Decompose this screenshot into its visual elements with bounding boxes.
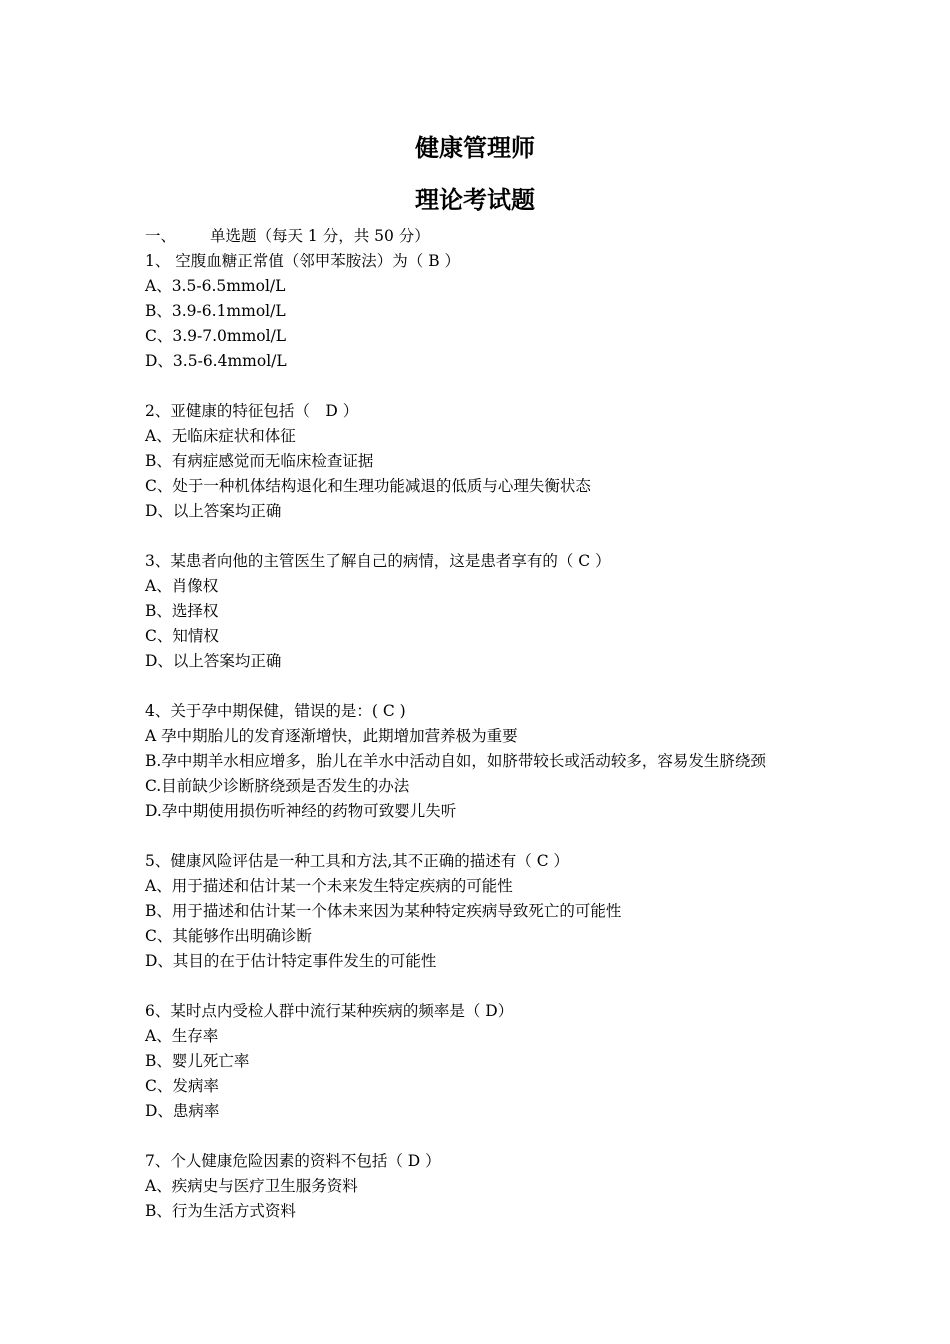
question-stem: 7、个人健康危险因素的资料不包括（ D ） <box>145 1152 441 1170</box>
answer-option: C、3.9-7.0mmol/L <box>145 327 287 345</box>
question-stem: 3、某患者向他的主管医生了解自己的病情，这是患者享有的（ C ） <box>145 552 611 570</box>
answer-option: A、用于描述和估计某一个未来发生特定疾病的可能性 <box>145 877 513 895</box>
question-6 <box>145 999 935 1124</box>
answer-option: C.目前缺少诊断脐绕颈是否发生的办法 <box>145 777 410 795</box>
document-title: 健康管理师 <box>415 133 535 162</box>
question-4 <box>145 699 935 824</box>
question-spacer <box>145 374 935 399</box>
answer-option: D、其目的在于估计特定事件发生的可能性 <box>145 952 437 970</box>
answer-option: A、无临床症状和体征 <box>145 427 296 445</box>
answer-option: D.孕中期使用损伤听神经的药物可致婴儿失听 <box>145 802 457 820</box>
question-5 <box>145 849 935 974</box>
answer-option: C、知情权 <box>145 627 219 645</box>
document-body <box>145 224 935 1224</box>
section-number: 一、 <box>145 227 177 245</box>
question-stem: 2、亚健康的特征包括（ D ） <box>145 402 359 420</box>
question-7 <box>145 1149 935 1224</box>
answer-option: C、发病率 <box>145 1077 219 1095</box>
answer-option: D、患病率 <box>145 1102 220 1120</box>
question-spacer <box>145 824 935 849</box>
question-1 <box>145 249 935 374</box>
section-heading <box>145 224 935 249</box>
question-stem: 6、某时点内受检人群中流行某种疾病的频率是（ D） <box>145 1002 514 1020</box>
answer-option: B、行为生活方式资料 <box>145 1202 296 1220</box>
answer-option: A、生存率 <box>145 1027 219 1045</box>
question-2 <box>145 399 935 524</box>
answer-option: D、以上答案均正确 <box>145 652 282 670</box>
question-spacer <box>145 674 935 699</box>
answer-option: D、以上答案均正确 <box>145 502 282 520</box>
question-spacer <box>145 974 935 999</box>
question-3 <box>145 549 935 674</box>
question-spacer <box>145 1124 935 1149</box>
answer-option: B、有病症感觉而无临床检查证据 <box>145 452 374 470</box>
answer-option: B、用于描述和估计某一个体未来因为某种特定疾病导致死亡的可能性 <box>145 902 622 920</box>
answer-option: A、疾病史与医疗卫生服务资料 <box>145 1177 358 1195</box>
answer-option: B、婴儿死亡率 <box>145 1052 250 1070</box>
question-stem: 4、关于孕中期保健，错误的是：( C ) <box>145 702 406 720</box>
document-subtitle: 理论考试题 <box>415 185 535 214</box>
question-stem: 1、 空腹血糖正常值（邻甲苯胺法）为（ B ） <box>145 252 461 270</box>
answer-option: D、3.5-6.4mmol/L <box>145 352 287 370</box>
question-stem: 5、健康风险评估是一种工具和方法,其不正确的描述有（ C ） <box>145 852 570 870</box>
answer-option: A、3.5-6.5mmol/L <box>145 277 286 295</box>
answer-option: B、选择权 <box>145 602 219 620</box>
answer-option: C、处于一种机体结构退化和生理功能减退的低质与心理失衡状态 <box>145 477 591 495</box>
question-spacer <box>145 524 935 549</box>
answer-option: B.孕中期羊水相应增多，胎儿在羊水中活动自如，如脐带较长或活动较多，容易发生脐绕颈 <box>145 752 766 770</box>
answer-option: A、肖像权 <box>145 577 219 595</box>
answer-option: A 孕中期胎儿的发育逐渐增快，此期增加营养极为重要 <box>145 727 518 745</box>
answer-option: B、3.9-6.1mmol/L <box>145 302 286 320</box>
answer-option: C、其能够作出明确诊断 <box>145 927 312 945</box>
section-label: 单选题（每天 1 分，共 50 分） <box>210 227 430 245</box>
